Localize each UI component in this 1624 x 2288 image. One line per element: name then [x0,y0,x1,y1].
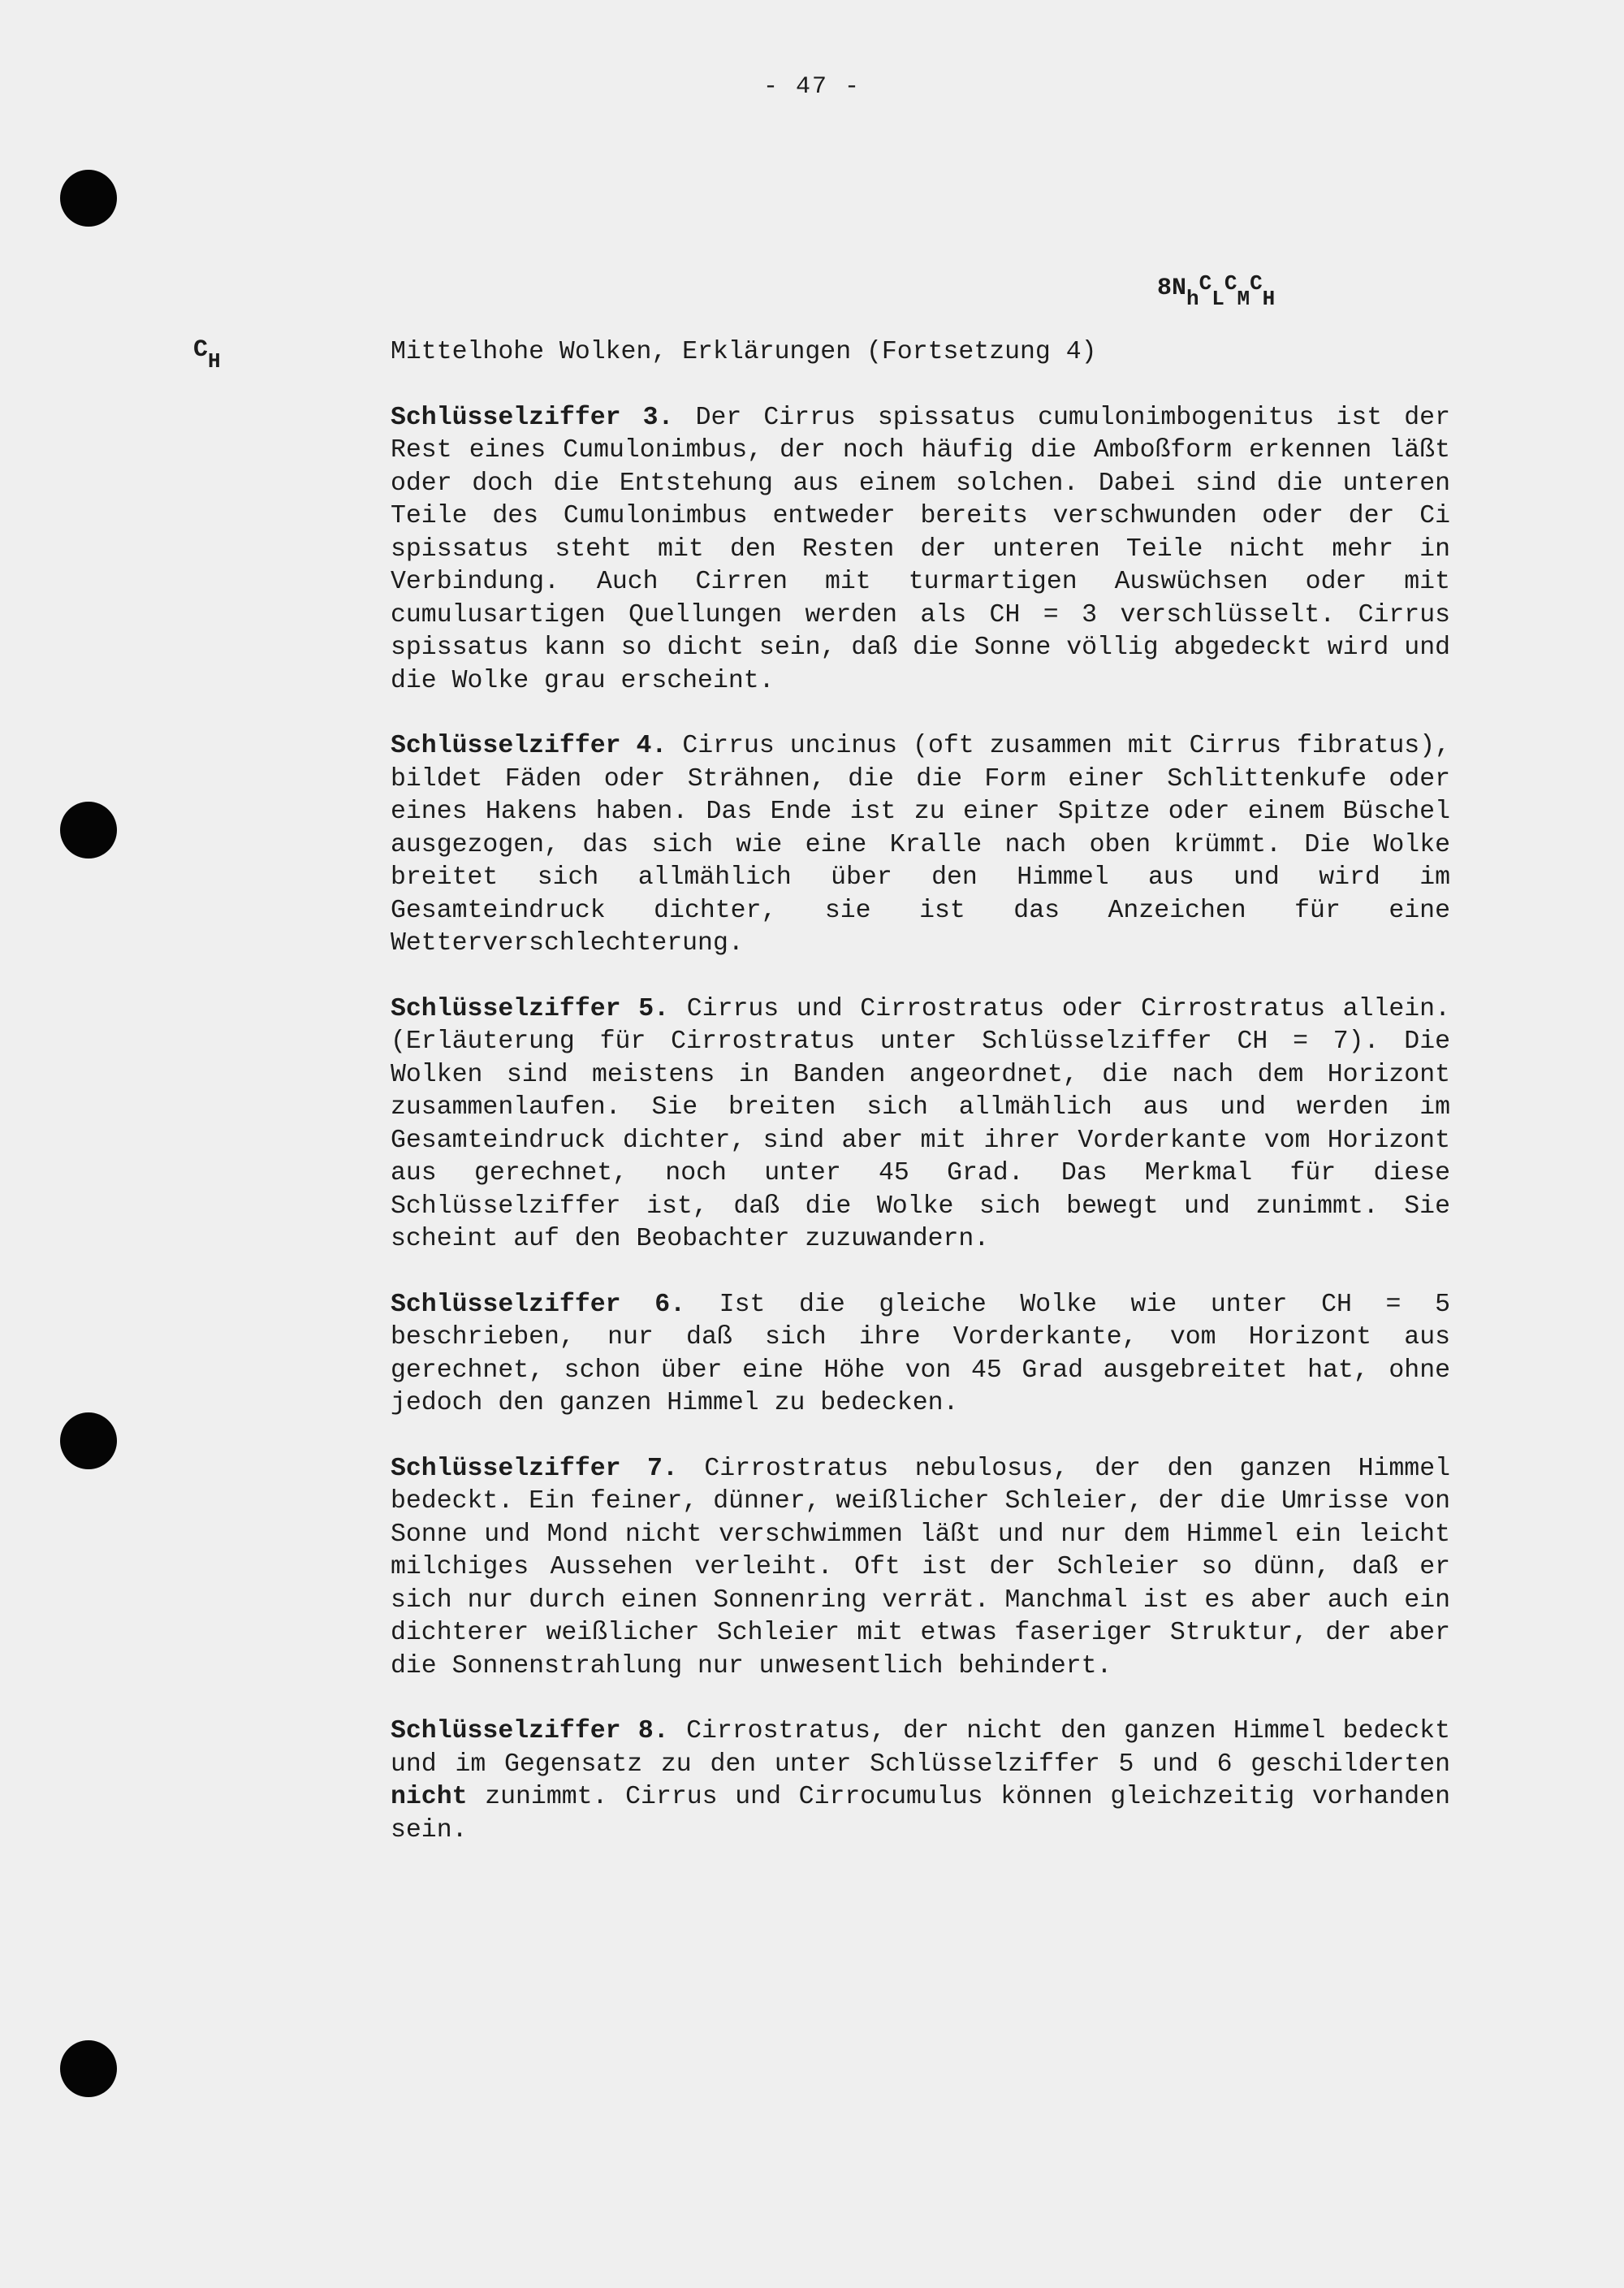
code-part: H [1262,287,1276,311]
key-label: Schlüsselziffer 4. [391,732,667,760]
margin-label-base: C [193,336,209,364]
key-label: Schlüsselziffer 3. [391,403,674,432]
code-part: C [1250,271,1263,296]
margin-label-sub: H [208,349,221,374]
key-label: Schlüsselziffer 8. [391,1717,669,1745]
code-prefix: 8N [1157,275,1187,302]
paragraph [391,1453,1450,1684]
paragraph [391,730,1450,961]
paragraph-text: Ist die gleiche Wolke wie unter CH = 5 beschrieben, nur daß sich ihre Vorderkante, vom Horizont aus gerechnet, schon über eine Höhe von 45 Grad ausgebreitet hat, ohne jedoch den ganzen Himmel zu bedecken. [391,1290,1450,1417]
paragraph [391,993,1450,1256]
punch-hole [60,1412,117,1469]
punch-hole [60,170,117,227]
document-body [391,336,1450,1879]
code-part: C [1224,271,1237,296]
paragraph [391,1289,1450,1421]
code-part: M [1237,287,1250,311]
key-label: Schlüsselziffer 7. [391,1454,678,1483]
page-number: - 47 - [763,73,862,101]
paragraph [391,1715,1450,1847]
section-heading: Mittelhohe Wolken, Erklärungen (Fortsetzung 4) [391,338,1097,366]
code-group [1157,271,1276,311]
paragraph-text: zunimmt. Cirrus und Cirrocumulus können gleichzeitig vorhanden sein. [391,1783,1450,1845]
paragraph-text: Cirrus und Cirrostratus oder Cirrostratus allein. (Erläuterung für Cirrostratus unter Schlüsselziffer CH = 7). Die Wolken sind meistens in Banden angeordnet, die nach dem Horizont zusammenlaufen. Sie breiten sich allmählich aus und werden im Gesamteindruck dichter, sind aber mit ihrer Vorderkante vom Horizont aus gerechnet, noch unter 45 Grad. Das Merkmal für diese Schlüsselziffer ist, daß die Wolke sich bewegt und zunimmt. Sie scheint auf den Beobachter zuzuwandern. [391,994,1450,1253]
paragraph [391,402,1450,699]
margin-label [193,336,221,374]
punch-hole [60,2040,117,2097]
paragraph-text: Cirrostratus, der nicht den ganzen Himmel bedeckt und im Gegensatz zu den unter Schlüsselziffer 5 und 6 geschilderten [391,1717,1450,1779]
emphasis-text: nicht [391,1783,468,1811]
code-part: C [1199,271,1212,296]
paragraph-text: Cirrus uncinus (oft zusammen mit Cirrus fibratus), bildet Fäden oder Strähnen, die die Form einer Schlittenkufe oder eines Hakens haben. Das Ende ist zu einer Spitze oder einem Büschel ausgezogen, das sich wie eine Kralle nach oben krümmt. Die Wolke breitet sich allmählich über den Himmel aus und wird im Gesamteindruck dichter, sie ist das Anzeichen für eine Wetterverschlechterung. [391,732,1451,958]
paragraph-text: Der Cirrus spissatus cumulonimbogenitus ist der Rest eines Cumulonimbus, der noch häufig die Amboßform erkennen läßt oder doch die Entstehung aus einem solchen. Dabei sind die unteren Teile des Cumulonimbus entweder bereits verschwunden oder der Ci spissatus steht mit den Resten der unteren Teile nicht mehr in Verbindung. Auch Cirren mit turmartigen Auswüchsen oder mit cumulusartigen Quellungen werden als CH = 3 verschlüsselt. Cirrus spissatus kann so dicht sein, daß die Sonne völlig abgedeckt wird und die Wolke grau erscheint. [391,403,1450,695]
key-label: Schlüsselziffer 5. [391,994,670,1023]
code-part: L [1212,287,1224,311]
code-part: h [1186,287,1199,311]
key-label: Schlüsselziffer 6. [391,1290,686,1319]
punch-hole [60,802,117,859]
paragraph-text: Cirrostratus nebulosus, der den ganzen Himmel bedeckt. Ein feiner, dünner, weißlicher Schleier, der die Umrisse von Sonne und Mond nicht verschwimmen läßt und nur dem Himmel ein leicht milchiges Aussehen verleiht. Oft ist der Schleier so dünn, daß er sich nur durch einen Sonnenring verrät. Manchmal ist es aber auch ein dichterer weißlicher Schleier mit etwas faseriger Struktur, der aber die Sonnenstrahlung nur unwesentlich behindert. [391,1454,1451,1680]
